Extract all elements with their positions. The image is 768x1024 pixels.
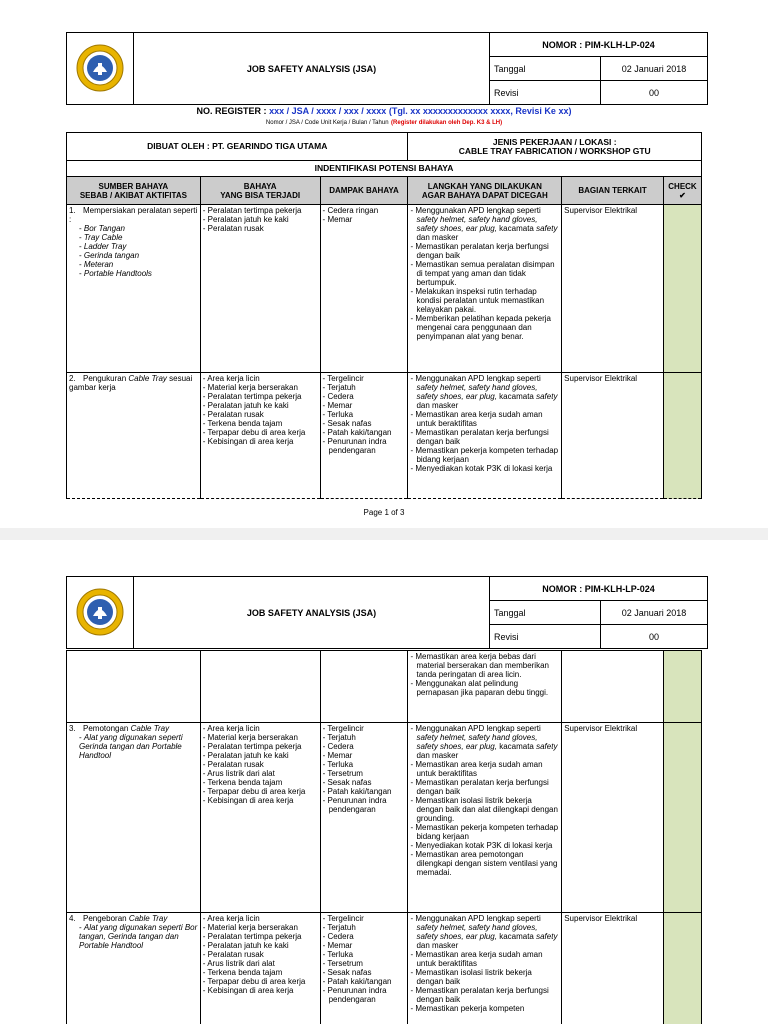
list-item: - Terkena benda tajam — [203, 778, 318, 787]
list-item: - Terjatuh — [323, 923, 406, 932]
revisi-value: 00 — [601, 81, 708, 105]
jenis-pekerjaan — [408, 133, 702, 161]
company-logo-icon — [75, 587, 125, 637]
jsa-table — [66, 132, 702, 499]
list-item: - Alat yang digunakan seperti Gerinda tangan dan Portable Handtool — [79, 733, 198, 760]
list-item: - Menyediakan kotak P3K di lokasi kerja — [410, 841, 559, 850]
list-item: - Memastikan peralatan kerja berfungsi dengan baik — [410, 242, 559, 260]
list-item: - Menggunakan APD lengkap seperti safety helmet, safety hand gloves, safety shoes, ear plug, kacamata safety dan masker — [410, 724, 559, 760]
list-item: - Melakukan inspeksi rutin terhadap kondisi peralatan untuk memastikan kelayakan pakai. — [410, 287, 559, 314]
list-item: - Peralatan tertimpa pekerja — [203, 206, 318, 215]
list-item: - Material kerja berserakan — [203, 733, 318, 742]
row3-check[interactable] — [664, 723, 702, 913]
row4-bahaya — [200, 913, 320, 1024]
row1-bahaya — [200, 205, 320, 373]
list-item: - Tersetrum — [323, 769, 406, 778]
row1-sumber: 1. Mempersiakan peralatan seperti : - Bor Tangan - Tray Cable - Ladder Tray - Gerinda tangan - Meteran - Portable Handtools — [67, 205, 201, 373]
page-number: Page 1 of 3 — [363, 508, 405, 517]
list-item: - Memastikan isolasi listrik bekerja dengan baik dan alat dilengkapi dengan grounding. — [410, 796, 559, 823]
list-item: - Memar — [323, 751, 406, 760]
list-item: - Memar — [323, 941, 406, 950]
list-item: - Portable Handtools — [79, 269, 198, 278]
list-item: - Area kerja licin — [203, 724, 318, 733]
list-item: - Terkena benda tajam — [203, 419, 318, 428]
document-header — [66, 32, 708, 105]
list-item: - Area kerja licin — [203, 914, 318, 923]
row2cont-langkah — [408, 651, 562, 723]
document-number: NOMOR : PIM-KLH-LP-024 — [490, 33, 708, 57]
col-bagian: BAGIAN TERKAIT — [562, 177, 664, 205]
list-item: - Peralatan rusak — [203, 410, 318, 419]
document-header-2 — [66, 576, 708, 649]
list-item: - Material kerja berserakan — [203, 383, 318, 392]
tanggal-value-2: 02 Januari 2018 — [601, 601, 708, 625]
revisi-label: Revisi — [490, 81, 601, 105]
row4-langkah — [408, 913, 562, 1024]
list-item: - Tersetrum — [323, 959, 406, 968]
list-item: - Menggunakan alat pelindung pernapasan jika paparan debu tinggi. — [410, 679, 559, 697]
row4-sumber: 4. Pengeboran Cable Tray - Alat yang digunakan seperti Bor tangan, Gerinda tangan dan Portable Handtool — [67, 913, 201, 1024]
list-item: - Penurunan indra pendengaran — [323, 796, 406, 814]
list-item: - Cedera — [323, 392, 406, 401]
jsa-table-2 — [66, 650, 702, 1024]
list-item: - Memastikan isolasi listrik bekerja dengan baik — [410, 968, 559, 986]
company-logo-icon — [75, 43, 125, 93]
list-item: - Memberikan pelatihan kepada pekerja mengenai cara penggunaan dan penyimpanan alat yang benar. — [410, 314, 559, 341]
list-item: - Peralatan tertimpa pekerja — [203, 742, 318, 751]
list-item: - Sesak nafas — [323, 968, 406, 977]
table-row — [67, 651, 702, 723]
list-item: - Memastikan pekerja kompeten — [410, 1004, 559, 1013]
list-item: - Terkena benda tajam — [203, 968, 318, 977]
list-item: - Terpapar debu di area kerja — [203, 787, 318, 796]
dibuat-oleh: DIBUAT OLEH : PT. GEARINDO TIGA UTAMA — [67, 133, 408, 161]
row4-dampak — [320, 913, 408, 1024]
list-item: - Menggunakan APD lengkap seperti safety helmet, safety hand gloves, safety shoes, ear plug, kacamata safety dan masker — [410, 914, 559, 950]
col-langkah: LANGKAH YANG DILAKUKAN AGAR BAHAYA DAPAT DICEGAH — [408, 177, 562, 205]
list-item: - Patah kaki/tangan — [323, 977, 406, 986]
list-item: - Cedera — [323, 742, 406, 751]
document-title-2: JOB SAFETY ANALYSIS (JSA) — [134, 577, 490, 649]
list-item: - Sesak nafas — [323, 778, 406, 787]
list-item: - Peralatan jatuh ke kaki — [203, 215, 318, 224]
company-logo-cell — [67, 33, 134, 105]
row2-check[interactable] — [663, 373, 701, 499]
revisi-value-2: 00 — [601, 625, 708, 649]
table-row — [67, 913, 702, 1024]
list-item: - Memastikan area pemotongan dilengkapi dengan sistem ventilasi yang memadai. — [410, 850, 559, 877]
tanggal-value: 02 Januari 2018 — [601, 57, 708, 81]
document-title: JOB SAFETY ANALYSIS (JSA) — [134, 33, 490, 105]
list-item: - Peralatan rusak — [203, 224, 318, 233]
list-item: - Arus listrik dari alat — [203, 959, 318, 968]
list-item: - Kebisingan di area kerja — [203, 437, 318, 446]
row2-bahaya — [200, 373, 320, 499]
row2-dampak — [320, 373, 408, 499]
row2-bagian: Supervisor Elektrikal — [562, 373, 664, 499]
list-item: - Peralatan jatuh ke kaki — [203, 401, 318, 410]
row2cont-bagian — [562, 651, 664, 723]
col-bahaya: BAHAYA YANG BISA TERJADI — [200, 177, 320, 205]
list-item: - Peralatan jatuh ke kaki — [203, 751, 318, 760]
row2cont-sumber — [67, 651, 201, 723]
row3-bagian: Supervisor Elektrikal — [562, 723, 664, 913]
register-note-red: (Register dilakukan oleh Dep. K3 & LH) — [391, 120, 503, 126]
list-item: - Memastikan area kerja bebas dari material berserakan dan memberikan tanda peringatan di area licin. — [410, 652, 559, 679]
list-item: - Ladder Tray — [79, 242, 198, 251]
row2cont-bahaya — [200, 651, 320, 723]
list-item: - Bor Tangan — [79, 224, 198, 233]
list-item: - Material kerja berserakan — [203, 923, 318, 932]
company-logo-cell-2 — [67, 577, 134, 649]
list-item: - Gerinda tangan — [79, 251, 198, 260]
list-item: - Cedera — [323, 932, 406, 941]
list-item: - Sesak nafas — [323, 419, 406, 428]
table-row — [67, 205, 702, 373]
row1-bagian: Supervisor Elektrikal — [562, 205, 664, 373]
col-check: CHECK ✔ — [663, 177, 701, 205]
list-item: - Memastikan semua peralatan disimpan di tempat yang aman dan tidak bertumpuk. — [410, 260, 559, 287]
row3-sumber: 3. Pemotongan Cable Tray - Alat yang digunakan seperti Gerinda tangan dan Portable Handtool — [67, 723, 201, 913]
list-item: - Penurunan indra pendengaran — [323, 986, 406, 1004]
list-item: - Memastikan peralatan kerja berfungsi dengan baik — [410, 428, 559, 446]
list-item: - Memastikan area kerja sudah aman untuk beraktifitas — [410, 760, 559, 778]
row2cont-check[interactable] — [664, 651, 702, 723]
row2-sumber: 2. Pengukuran Cable Tray sesuai gambar kerja — [67, 373, 201, 499]
list-item: - Tergelincir — [323, 724, 406, 733]
register-line — [66, 106, 702, 128]
list-item: - Kebisingan di area kerja — [203, 796, 318, 805]
list-item: - Memar — [323, 215, 406, 224]
jenis-value: CABLE TRAY FABRICATION / WORKSHOP GTU — [458, 145, 651, 156]
list-item: - Memastikan area kerja sudah aman untuk beraktifitas — [410, 410, 559, 428]
list-item: - Terpapar debu di area kerja — [203, 428, 318, 437]
list-item: - Terjatuh — [323, 733, 406, 742]
row4-bagian: Supervisor Elektrikal — [562, 913, 664, 1024]
list-item: - Kebisingan di area kerja — [203, 986, 318, 995]
list-item: - Patah kaki/tangan — [323, 787, 406, 796]
list-item: - Peralatan rusak — [203, 760, 318, 769]
list-item: - Terluka — [323, 950, 406, 959]
col-sumber-bahaya: SUMBER BAHAYA SEBAB / AKIBAT AKTIFITAS — [67, 177, 201, 205]
list-item: - Menyediakan kotak P3K di lokasi kerja — [410, 464, 559, 473]
list-item: - Cedera ringan — [323, 206, 406, 215]
list-item: - Tergelincir — [323, 374, 406, 383]
tanggal-label-2: Tanggal — [490, 601, 601, 625]
list-item: - Terluka — [323, 760, 406, 769]
list-item: - Terluka — [323, 410, 406, 419]
list-item: - Peralatan rusak — [203, 950, 318, 959]
identifikasi-title: INDENTIFIKASI POTENSI BAHAYA — [67, 161, 702, 177]
list-item: - Memastikan peralatan kerja berfungsi dengan baik — [410, 778, 559, 796]
document-number-2: NOMOR : PIM-KLH-LP-024 — [490, 577, 708, 601]
row2cont-dampak — [320, 651, 408, 723]
table-row — [67, 723, 702, 913]
list-item: - Memastikan area kerja sudah aman untuk beraktifitas — [410, 950, 559, 968]
list-item: - Memar — [323, 401, 406, 410]
table-row — [67, 373, 702, 499]
list-item: - Patah kaki/tangan — [323, 428, 406, 437]
list-item: - Menggunakan APD lengkap seperti safety helmet, safety hand gloves, safety shoes, ear plug, kacamata safety dan masker — [410, 374, 559, 410]
list-item: - Tergelincir — [323, 914, 406, 923]
tanggal-label: Tanggal — [490, 57, 601, 81]
list-item: - Memastikan pekerja kompeten terhadap bidang kerjaan — [410, 446, 559, 464]
list-item: - Terjatuh — [323, 383, 406, 392]
list-item: - Terpapar debu di area kerja — [203, 977, 318, 986]
row3-bahaya — [200, 723, 320, 913]
list-item: - Area kerja licin — [203, 374, 318, 383]
list-item: - Meteran — [79, 260, 198, 269]
list-item: - Peralatan tertimpa pekerja — [203, 392, 318, 401]
row2-langkah — [408, 373, 562, 499]
row3-langkah — [408, 723, 562, 913]
list-item: - Menggunakan APD lengkap seperti safety helmet, safety hand gloves, safety shoes, ear plug, kacamata safety dan masker — [410, 206, 559, 242]
revisi-label-2: Revisi — [490, 625, 601, 649]
row1-check[interactable] — [663, 205, 701, 373]
list-item: - Tray Cable — [79, 233, 198, 242]
list-item: - Peralatan tertimpa pekerja — [203, 932, 318, 941]
row3-dampak — [320, 723, 408, 913]
register-label: NO. REGISTER : — [196, 106, 267, 116]
col-dampak: DAMPAK BAHAYA — [320, 177, 408, 205]
row1-langkah — [408, 205, 562, 373]
list-item: - Peralatan jatuh ke kaki — [203, 941, 318, 950]
list-item: - Memastikan peralatan kerja berfungsi dengan baik — [410, 986, 559, 1004]
row4-check[interactable] — [664, 913, 702, 1024]
register-note: Nomor / JSA / Code Unit Kerja / Bulan / Tahun — [265, 120, 389, 126]
row1-dampak — [320, 205, 408, 373]
document-page-2 — [0, 540, 768, 1024]
list-item: - Arus listrik dari alat — [203, 769, 318, 778]
jenis-label: JENIS PEKERJAAN / LOKASI : — [492, 136, 617, 147]
list-item: - Alat yang digunakan seperti Bor tangan, Gerinda tangan dan Portable Handtool — [79, 923, 198, 950]
list-item: - Penurunan indra pendengaran — [323, 437, 406, 455]
list-item: - Memastikan pekerja kompeten terhadap bidang kerjaan — [410, 823, 559, 841]
register-value: xxx / JSA / xxxx / xxx / xxxx (Tgl. xx xxxxxxxxxxxxx xxxx, Revisi Ke xx) — [269, 106, 572, 116]
